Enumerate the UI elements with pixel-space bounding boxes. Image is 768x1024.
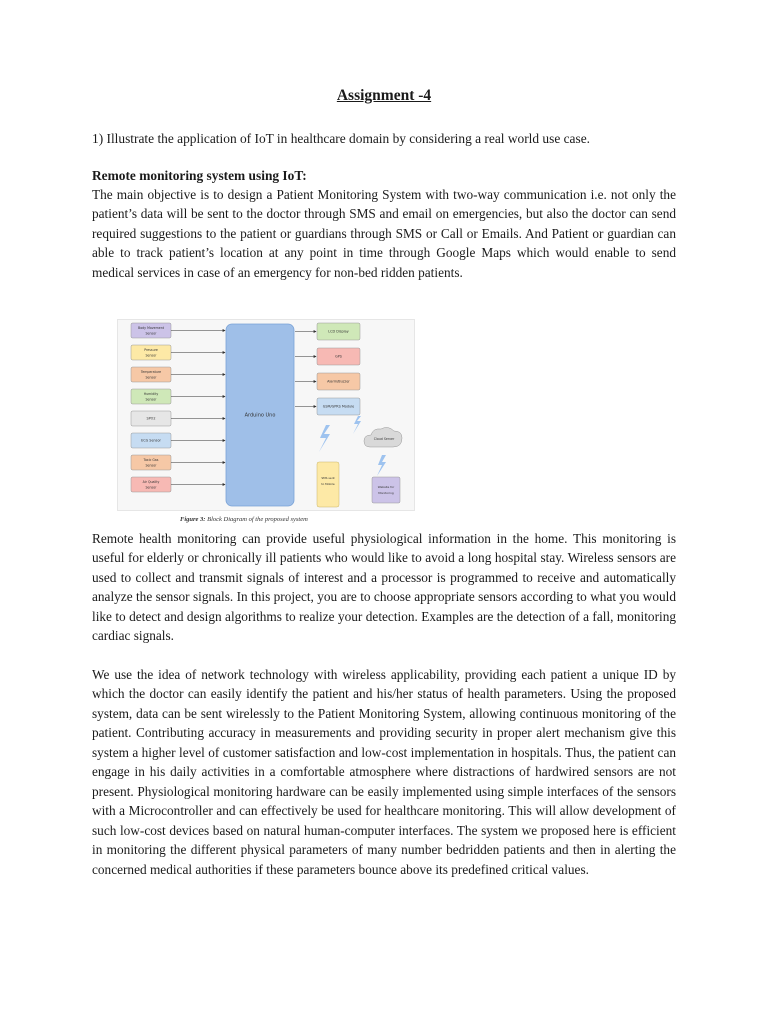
sensor-label: Sensor: [145, 463, 157, 468]
output-label: LCD Display: [328, 329, 349, 334]
sensor-label: Humidity: [143, 392, 159, 396]
sensor-label: Pressure: [144, 348, 158, 352]
sensor-label: Body Movement: [138, 326, 164, 330]
block-diagram: [117, 319, 415, 511]
figure-caption-label: Figure 3:: [180, 516, 206, 523]
sensor-label: SPO2: [146, 416, 156, 421]
lightning-icon: [319, 425, 330, 452]
cloud-label: Cloud Server: [373, 437, 395, 441]
page-title: Assignment -4: [336, 87, 432, 104]
figure-caption: [180, 516, 308, 523]
output-label: GSM/GPRS Module: [322, 404, 355, 409]
controller-label: Arduino Uno: [244, 412, 276, 419]
paragraph-network-technology: We use the idea of network technology with wireless applicability, providing each patient a unique ID by which the doctor can easily identify the patient and his/her status of health parameters. Using the proposed system, data can be sent wirelessly to the Patient Monitoring System, allowing continuous monitoring of the patient. Contributing accuracy in measurements and providing security in proper alert mechanism give this system a higher level of customer satisfaction and low-cost implementation in hospitals. Thus, the patient can engage in his daily activities in a comfortable atmosphere where distractions of hardwired sensors are not present. Physiological monitoring hardware can be easily implemented using simple interfaces of the sensors with a Microcontroller and can effectively be used for healthcare monitoring. This will allow development of such low-cost devices based on natural human-computer interfaces. The system we proposed here is efficient in monitoring the different physical parameters of many number bedridden patients and then in alerting the concerned medical authorities if these parameters bounce above its predefined critical values.: [92, 667, 676, 877]
sensor-label: ECG Sensor: [141, 438, 161, 443]
sensor-label: Sensor: [145, 331, 157, 336]
website-label: Website for: [377, 485, 395, 489]
sms-label: SMS sent: [321, 476, 335, 480]
block-diagram-svg: [118, 320, 414, 510]
sensor-label: Sensor: [145, 353, 157, 358]
sensor-label: Sensor: [145, 397, 157, 402]
output-label: GPS: [335, 354, 342, 359]
sensor-label: Sensor: [145, 375, 157, 380]
question-text: 1) Illustrate the application of IoT in healthcare domain by considering a real world use case.: [92, 131, 591, 146]
figure-caption-text: Block Diagram of the proposed system: [205, 516, 308, 523]
sms-label: to Mobile: [321, 482, 335, 486]
website-block: [372, 477, 400, 503]
paragraph-remote-monitoring: Remote health monitoring can provide useful physiological information in the home. This monitoring is useful for elderly or chronically ill patients who would like to avoid a long hospital stay. Wireless sensors are used to collect and transmit signals of interest and a processor is programmed to receive and automatically analyze the sensor signals. In this project, you are to choose appropriate sensors according to what you would like to detect and design algorithms to realize your detection. Examples are the detection of a fall, monitoring cardiac signals.: [92, 531, 676, 644]
output-label: Alarm/Buzzer: [327, 379, 350, 384]
sensor-label: Sensor: [145, 485, 157, 490]
website-label: Monitoring: [378, 491, 394, 495]
sensor-label: Air Quality: [142, 480, 160, 484]
sensor-label: Temperature: [140, 370, 162, 374]
lightning-icon: [377, 455, 386, 476]
paragraph-objective: The main objective is to design a Patient Monitoring System with two-way communication i.e. not only the patient’s data will be sent to the doctor through SMS and email on emergencies, but also the doctor can send required suggestions to the patient or guardians through SMS or Call or Emails. And Patient or guardian can able to track patient’s location at any point in time through Google Maps which would enable to send medical services in case of an emergency for non-bed ridden patients.: [92, 187, 676, 280]
section-heading: Remote monitoring system using IoT:: [92, 168, 307, 183]
sensor-label: Toxic Gas: [143, 458, 159, 462]
lightning-icon: [353, 416, 361, 434]
